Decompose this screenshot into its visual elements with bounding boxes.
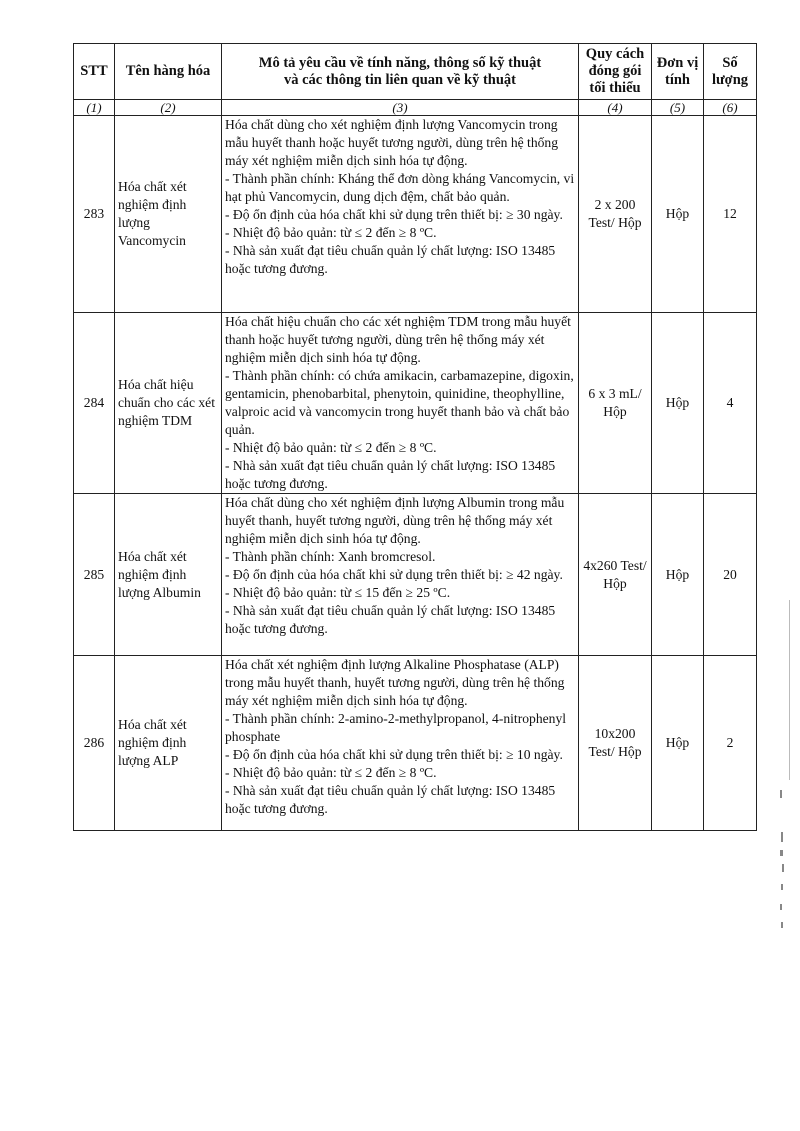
row-packaging: 6 x 3 mL/ Hộp [579, 313, 652, 494]
header-unit [652, 44, 704, 100]
description-line: - Độ ổn định của hóa chất khi sử dụng trên thiết bị: ≥ 42 ngày. [225, 567, 563, 582]
header-quantity-line: lượng [711, 71, 749, 88]
header-description [222, 44, 579, 100]
header-packaging-line: tối thiểu [589, 80, 641, 96]
description-line: - Nhiệt độ bảo quản: từ ≤ 15 đến ≥ 25 ºC. [225, 585, 451, 600]
row-unit: Hộp [652, 313, 704, 494]
row-unit: Hộp [652, 494, 704, 656]
header-stt: STT [74, 44, 115, 100]
description-line: - Nhà sản xuất đạt tiêu chuẩn quản lý chất lượng: ISO 13485 hoặc tương đương. [225, 603, 556, 636]
row-product-name: Hóa chất hiệu chuẩn cho các xét nghiệm TDM [115, 313, 222, 494]
description-line: - Nhà sản xuất đạt tiêu chuẩn quản lý chất lượng: ISO 13485 hoặc tương đương. [225, 458, 556, 491]
description-line: Hóa chất dùng cho xét nghiệm định lượng Vancomycin trong mẫu huyết thanh hoặc huyết tương người, dùng trên hệ thống máy xét nghiệm miễn dịch sinh hóa tự động. [225, 117, 559, 168]
margin-stamp-marks [772, 780, 792, 940]
header-description-line: Mô tả yêu cầu về tính năng, thông số kỹ thuật [258, 54, 542, 71]
row-description [222, 656, 579, 831]
column-number: (3) [222, 100, 579, 116]
row-packaging: 4x260 Test/ Hộp [579, 494, 652, 656]
row-packaging: 2 x 200 Test/ Hộp [579, 116, 652, 313]
header-quantity [704, 44, 757, 100]
column-number: (2) [115, 100, 222, 116]
row-stt: 286 [74, 656, 115, 831]
row-unit: Hộp [652, 116, 704, 313]
column-numbering-row [74, 100, 757, 116]
description-line: - Thành phần chính: Xanh bromcresol. [225, 549, 436, 564]
row-unit: Hộp [652, 656, 704, 831]
row-stt: 284 [74, 313, 115, 494]
table-row [74, 656, 757, 831]
description-line: - Độ ổn định của hóa chất khi sử dụng trên thiết bị: ≥ 10 ngày. [225, 747, 563, 762]
table-row [74, 116, 757, 313]
row-stt: 285 [74, 494, 115, 656]
description-line: - Thành phần chính: Kháng thể đơn dòng kháng Vancomycin, vi hạt phủ Vancomycin, dung dịch đệm, chất bảo quản. [225, 171, 575, 204]
description-line: - Nhà sản xuất đạt tiêu chuẩn quản lý chất lượng: ISO 13485 hoặc tương đương. [225, 243, 556, 276]
row-product-name: Hóa chất xét nghiệm định lượng Vancomycin [115, 116, 222, 313]
header-quantity-line: Số [722, 54, 738, 71]
row-quantity: 20 [704, 494, 757, 656]
table-row [74, 313, 757, 494]
header-packaging [579, 44, 652, 100]
table-row [74, 494, 757, 656]
description-line: Hóa chất dùng cho xét nghiệm định lượng Albumin trong mẫu huyết thanh, huyết tương người, dùng trên hệ thống máy xét nghiệm miễn dịch sinh hóa tự động. [225, 495, 565, 546]
row-stt: 283 [74, 116, 115, 313]
column-number: (6) [704, 100, 757, 116]
description-line: Hóa chất xét nghiệm định lượng Alkaline Phosphatase (ALP) trong mẫu huyết thanh, huyết tương người, dùng trên hệ thống máy xét nghiệm miễn dịch sinh hóa tự động. [225, 657, 565, 708]
column-number: (5) [652, 100, 704, 116]
table-header-row [74, 44, 757, 100]
header-unit-line: Đơn vị [656, 54, 699, 71]
description-line: - Thành phần chính: có chứa amikacin, carbamazepine, digoxin, gentamicin, phenobarbital, phenytoin, quinidine, theophylline, valproic acid và vancomycin trong huyết thanh bảo và chất bảo quản. [225, 368, 574, 437]
description-line: - Độ ổn định của hóa chất khi sử dụng trên thiết bị: ≥ 30 ngày. [225, 207, 563, 222]
column-number: (4) [579, 100, 652, 116]
description-line: - Thành phần chính: 2-amino-2-methylpropanol, 4-nitrophenyl phosphate [225, 711, 567, 744]
row-quantity: 2 [704, 656, 757, 831]
row-quantity: 12 [704, 116, 757, 313]
row-description [222, 494, 579, 656]
row-quantity: 4 [704, 313, 757, 494]
header-unit-line: tính [665, 71, 690, 88]
specification-table [73, 43, 757, 831]
description-line: - Nhiệt độ bảo quản: từ ≤ 2 đến ≥ 8 ºC. [225, 765, 437, 780]
header-product-name: Tên hàng hóa [115, 44, 222, 100]
description-line: - Nhiệt độ bảo quản: từ ≤ 2 đến ≥ 8 ºC. [225, 225, 437, 240]
row-description [222, 116, 579, 313]
header-packaging-line: Quy cách [585, 46, 645, 62]
header-description-line: và các thông tin liên quan về kỹ thuật [283, 71, 517, 88]
row-product-name: Hóa chất xét nghiệm định lượng ALP [115, 656, 222, 831]
column-number: (1) [74, 100, 115, 116]
row-product-name: Hóa chất xét nghiệm định lượng Albumin [115, 494, 222, 656]
table-body [74, 116, 757, 831]
scan-edge-line [789, 600, 790, 780]
description-line: - Nhiệt độ bảo quản: từ ≤ 2 đến ≥ 8 ºC. [225, 440, 437, 455]
row-packaging: 10x200 Test/ Hộp [579, 656, 652, 831]
row-description [222, 313, 579, 494]
description-line: Hóa chất hiệu chuẩn cho các xét nghiệm TDM trong mẫu huyết thanh hoặc huyết tương người, dùng trên hệ thống máy xét nghiệm miễn dịch sinh hóa tự động. [225, 314, 571, 365]
header-packaging-line: đóng gói [588, 63, 642, 79]
description-line: - Nhà sản xuất đạt tiêu chuẩn quản lý chất lượng: ISO 13485 hoặc tương đương. [225, 783, 556, 816]
